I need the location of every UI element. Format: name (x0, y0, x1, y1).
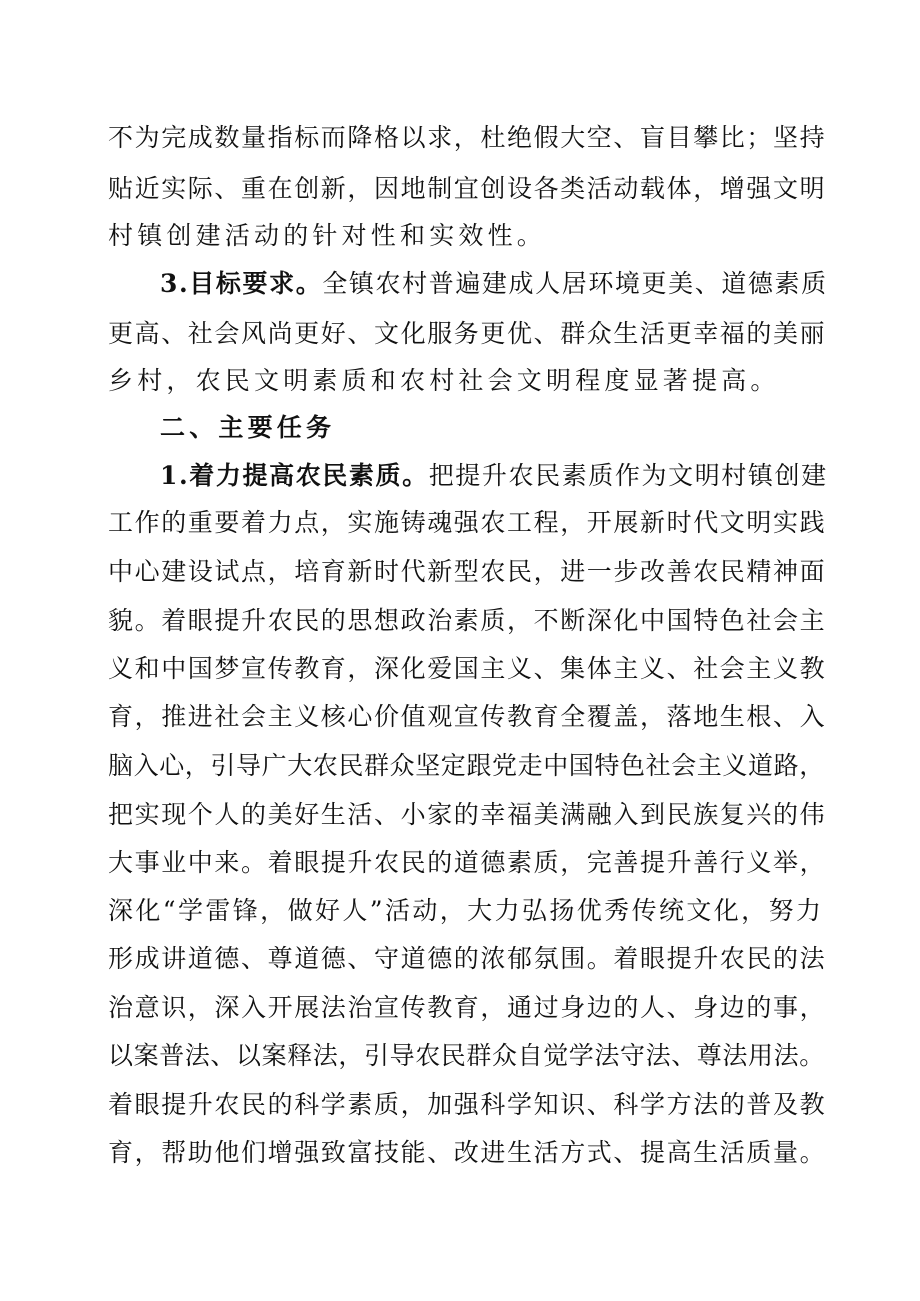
paragraph-line: 贴近实际、重在创新，因地制宜创设各类活动载体，增强文明 (108, 174, 827, 203)
section-heading-main-tasks: 二、主要任务 (160, 413, 336, 442)
paragraph-line: 义和中国梦宣传教育，深化爱国主义、集体主义、社会主义教 (108, 654, 827, 683)
paragraph-line: 深化“学雷锋，做好人”活动，大力弘扬优秀传统文化，努力 (108, 896, 824, 925)
section-heading-goal: 3.目标要求。 (160, 269, 323, 298)
paragraph-line: 以案普法、以案释法，引导农民群众自觉学法守法、尊法用法。 (108, 1041, 825, 1070)
paragraph-line: 大事业中来。着眼提升农民的道德素质，完善提升善行义举， (108, 848, 827, 877)
task-1-first-line (160, 458, 828, 494)
paragraph-line: 村镇创建活动的针对性和实效性。 (108, 221, 547, 250)
paragraph-line: 脑入心，引导广大农民群众坚定跟党走中国特色社会主义道路， (108, 751, 825, 780)
paragraph-text: 把提升农民素质作为文明村镇创建 (428, 461, 828, 490)
paragraph-line: 更高、社会风尚更好、文化服务更优、群众生活更幸福的美丽 (108, 319, 827, 348)
paragraph-line: 不为完成数量指标而降格以求，杜绝假大空、盲目攀比；坚持 (108, 123, 827, 152)
section-3-first-line (160, 266, 828, 302)
paragraph-line: 貌。着眼提升农民的思想政治素质，不断深化中国特色社会主 (108, 606, 827, 635)
paragraph-line: 中心建设试点，培育新时代新型农民，进一步改善农民精神面 (108, 557, 827, 586)
paragraph-line: 形成讲道德、尊道德、守道德的浓郁氛围。着眼提升农民的法 (108, 944, 827, 973)
paragraph-line: 乡村，农民文明素质和农村社会文明程度显著提高。 (108, 366, 780, 395)
paragraph-line: 工作的重要着力点，实施铸魂强农工程，开展新时代文明实践 (108, 508, 827, 537)
section-heading-farmer-quality: 1.着力提高农民素质。 (160, 461, 429, 490)
paragraph-text: 全镇农村普遍建成人居环境更美、道德素质 (322, 269, 828, 298)
paragraph-line: 着眼提升农民的科学素质，加强科学知识、科学方法的普及教 (108, 1090, 827, 1119)
paragraph-line: 育，帮助他们增强致富技能、改进生活方式、提高生活质量。 (108, 1138, 827, 1167)
paragraph-line: 育，推进社会主义核心价值观宣传教育全覆盖，落地生根、入 (108, 702, 827, 731)
paragraph-line: 把实现个人的美好生活、小家的幸福美满融入到民族复兴的伟 (108, 800, 827, 829)
paragraph-line: 治意识，深入开展法治宣传教育，通过身边的人、身边的事， (108, 993, 827, 1022)
